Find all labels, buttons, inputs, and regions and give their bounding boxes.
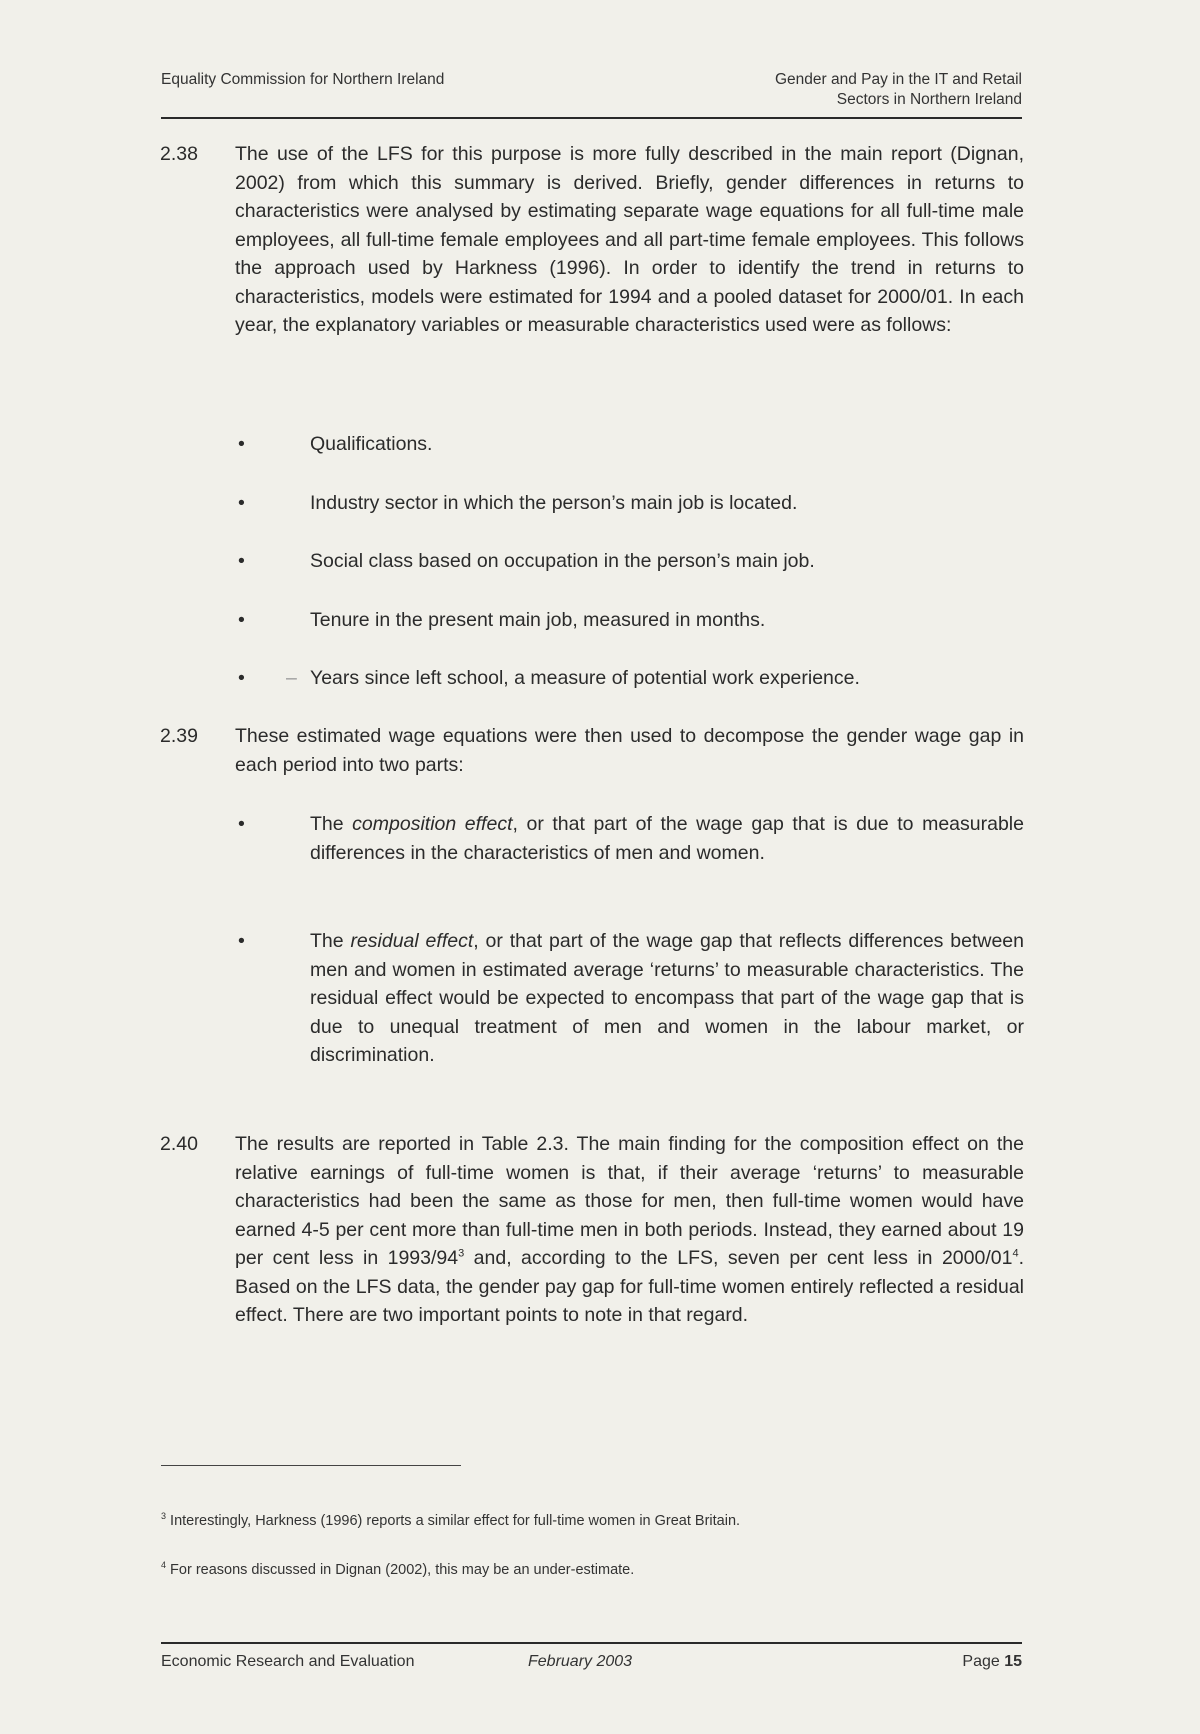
term-residual-effect: residual effect bbox=[350, 930, 474, 952]
footnote-ref-3[interactable]: 3 bbox=[458, 1247, 465, 1260]
paragraph-2-38 bbox=[160, 140, 1024, 340]
term-composition-effect: composition effect bbox=[352, 813, 513, 835]
list-item: • The composition effect, or that part of the wage gap that is due to measurable differences in the characteristics of men and women. bbox=[160, 810, 1024, 867]
footer-department: Economic Research and Evaluation bbox=[161, 1653, 415, 1670]
footnote-4: $^4$ For reasons discussed in Dignan (2002), this may be an under-estimate. bbox=[161, 1560, 635, 1578]
footer-divider bbox=[161, 1642, 1022, 1644]
bullet-icon: • bbox=[238, 433, 245, 455]
header-title-line2: Sectors in Northern Ireland bbox=[836, 91, 1022, 108]
footnote-divider bbox=[161, 1465, 461, 1466]
paragraph-text: The results are reported in Table 2.3. The main finding for the composition effect on the relative earnings of full-time women is that, if their average ‘returns’ to measurable characteristics had been the same as those for men, then full-time women would have earned 4-5 per cent more than full-time men in both periods. Instead, they earned about 19 per cent less in $1993/94^3$ and, according to the LFS, seven per cent less in $2000/01^4$. Based on the LFS data, the gender pay gap for full-time women entirely reflected a residual effect. There are two important points to note in that regard. bbox=[235, 1133, 1024, 1326]
bullet-icon: • bbox=[238, 813, 245, 835]
paragraph-number: 2.38 bbox=[160, 143, 198, 165]
page-number: Page 15 bbox=[962, 1653, 1022, 1670]
paragraph-2-40 bbox=[160, 1130, 1024, 1330]
footer-date: February 2003 bbox=[528, 1653, 633, 1670]
stray-dash-mark: – bbox=[286, 667, 297, 689]
paragraph-text: These estimated wage equations were then used to decompose the gender wage gap in each period into two parts: bbox=[235, 725, 1024, 776]
header-divider bbox=[161, 117, 1022, 119]
paragraph-number: 2.39 bbox=[160, 725, 198, 747]
bullet-icon: • bbox=[238, 930, 245, 952]
list-item: • Social class based on occupation in the person’s main job. bbox=[160, 547, 1024, 576]
list-item: • Industry sector in which the person’s main job is located. bbox=[160, 489, 1024, 518]
list-item: • Qualifications. bbox=[160, 430, 1024, 459]
bullet-icon: • bbox=[238, 550, 245, 572]
list-item: • The residual effect, or that part of the wage gap that reflects differences between men and women in estimated average ‘returns’ to measurable characteristics. The residual effect would be expected to encompass that part of the wage gap that is due to unequal treatment of men and women in the labour market, or discrimination. bbox=[160, 927, 1024, 1070]
bullet-icon: • bbox=[238, 492, 245, 514]
footnote-ref-4[interactable]: 4 bbox=[1012, 1247, 1019, 1260]
footnote-3: $^3$ Interestingly, Harkness (1996) reports a similar effect for full-time women in Great Britain. bbox=[161, 1511, 741, 1529]
footnote-mark: 4 bbox=[161, 1560, 167, 1571]
list-item: • Tenure in the present main job, measured in months. bbox=[160, 606, 1024, 635]
paragraph-2-39 bbox=[160, 722, 1024, 779]
list-item: • – Years since left school, a measure of potential work experience. bbox=[160, 664, 1024, 693]
header-report-title bbox=[775, 70, 1022, 110]
bullet-icon: • bbox=[238, 609, 245, 631]
bullet-icon: • bbox=[238, 667, 245, 689]
paragraph-text: The use of the LFS for this purpose is more fully described in the main report (Dignan, 2002) from which this summary is derived. Briefly, gender differences in returns to characteristics were analysed by estimating separate wage equations for all full-time male employees, all full-time female employees and all part-time female employees. This follows the approach used by Harkness (1996). In order to identify the trend in returns to characteristics, models were estimated for 1994 and a pooled dataset for 2000/01. In each year, the explanatory variables or measurable characteristics used were as follows: bbox=[235, 143, 1024, 336]
paragraph-number: 2.40 bbox=[160, 1133, 198, 1155]
header-title-line1: Gender and Pay in the IT and Retail bbox=[774, 71, 1022, 88]
footnote-mark: 3 bbox=[161, 1511, 167, 1522]
header-organisation: Equality Commission for Northern Ireland bbox=[161, 71, 445, 88]
